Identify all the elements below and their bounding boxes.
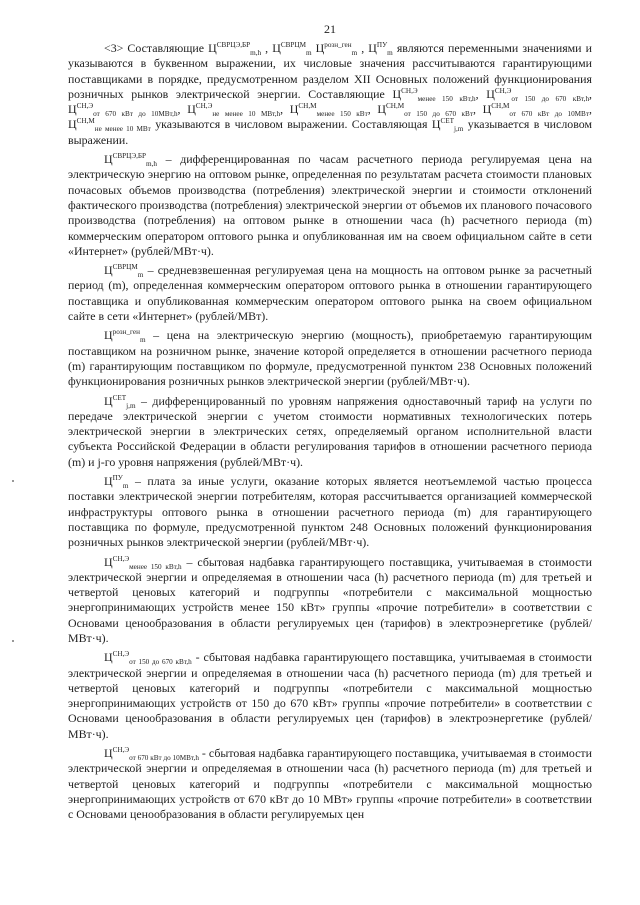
formula-symbol: [377, 102, 473, 119]
symbol-superscript: СН,М: [491, 102, 510, 111]
formula-symbol: [486, 87, 589, 101]
formula-symbol: [289, 102, 368, 119]
definition-text: – сбытовая надбавка гарантирующего поставщика, учитываемая в стоимости электрической энергии и определяемая в отношении часа (h) расчетного периода (m) для третьей и четвертой ценовых категорий и подгруппы «потребители с максимальной мощностью энергопринимающих устройств менее 150 кВт» группы «прочие потребители» в соответствии с Основами ценообразования в области регулируемых цен (тарифов) в электроэнергетике (рублей/МВт·ч).: [68, 554, 592, 645]
separator: ,: [589, 86, 593, 101]
formula-symbol: [104, 328, 146, 345]
definition-text: – плата за иные услуги, оказание которых является неотъемлемой частью процесса поставки электрической энергии потребителям, которая рассчитывается организацией коммерческой инфраструктуры оптового рынка в отношении расчетного периода (m) для гарантирующего поставщика по формуле, предусмотренной пунктом 248 Основных положений функционирования розничных рынков электрической энергии (рублей/МВт·ч).: [68, 474, 592, 550]
symbol-superscript: СН,Э: [401, 86, 418, 95]
symbol-subscript: m,h: [146, 160, 158, 169]
formula-group-c: [431, 117, 464, 134]
document-page: [68, 22, 592, 823]
symbol-superscript: ПУ: [376, 41, 388, 49]
definition-text: - сбытовая надбавка гарантирующего поставщика, учитываемая в стоимости электрической энергии и определяемая в отношении часа (h) расчетного периода (m) для третьей и четвертой ценовых категорий и подгруппы «потребители с максимальной мощностью энергопринимающих устройств от 670 кВт до 10 МВт» группы «прочие потребители» в соответствии с Основами ценообразования в области регулируемых цен: [68, 746, 592, 822]
formula-symbol: [104, 555, 182, 569]
symbol-superscript: ПУ: [112, 474, 123, 483]
symbol-subscript: от 670 кВт до 10МВт,h: [93, 110, 178, 119]
symbol-superscript: СН,Э: [112, 746, 130, 755]
symbol-subscript: менее 150 кВт,h: [129, 562, 182, 571]
definition-text: – дифференцированная по часам расчетного периода регулируемая цена на электрическую энергию на оптовом рынке, определенная по результатам расчета стоимости плановых почасовых объемов производства (потребления) электрической энергии и стоимости отклонений фактического производства (потребления) электрической энергии от объемов их планового почасового производства (потребления) на оптовом рынке в отношении часа (h) расчетного периода (m) коммерческим оператором оптового рынка и опубликованная им на своем официальном сайте в сети «Интернет» (рублей/МВт·ч).: [68, 152, 592, 258]
definition-paragraph: [68, 555, 592, 647]
symbol-superscript: розн_ген: [112, 328, 140, 337]
scan-mark: [12, 480, 14, 482]
formula-symbol: [272, 41, 311, 55]
symbol-letter: Ц: [68, 117, 77, 132]
symbol-subscript: m: [122, 482, 129, 491]
symbol-subscript: m: [137, 271, 144, 280]
symbol-superscript: СН,Э: [494, 86, 512, 95]
scan-mark: [12, 640, 14, 642]
formula-symbol: [431, 117, 464, 134]
symbol-letter: Ц: [486, 86, 495, 101]
formula-symbol: [368, 41, 392, 55]
separator: ,: [367, 102, 378, 117]
symbol-subscript: m: [387, 49, 393, 57]
symbol-subscript: от 150 до 670 кВт,h: [511, 94, 590, 103]
definition-paragraph: [68, 152, 592, 259]
separator: ,: [280, 102, 290, 117]
definition-paragraph: [68, 394, 592, 470]
symbol-superscript: СВРЦЭ,БР: [216, 41, 251, 49]
symbol-subscript: m: [351, 49, 358, 57]
symbol-letter: Ц: [289, 102, 299, 117]
formula-symbol: [104, 394, 136, 408]
symbol-letter: Ц: [272, 41, 281, 55]
symbol-letter: Ц: [187, 102, 196, 117]
symbol-subscript: от 150 до 670 кВт: [404, 110, 473, 119]
formula-symbol: [68, 117, 151, 134]
definition-text: – дифференцированный по уровням напряжения одноставочный тариф на услуги по передаче электрической энергии с учетом стоимости нормативных технологических потерь электрической энергии в электрических сетях, определяемый органом исполнительной власти субъекта Российской Федерации в области регулирования тарифов в отношении расчетного периода (m) и j-го уровня напряжения (рублей/МВт·ч).: [68, 393, 592, 469]
symbol-letter: Ц: [104, 328, 113, 343]
formula-symbol: [104, 263, 144, 280]
symbol-subscript: не менее 10 МВт,h: [212, 110, 281, 119]
formula-symbol: [104, 474, 129, 491]
symbol-subscript: менее 150 кВт: [316, 110, 368, 119]
symbol-subscript: от 670 кВт до 10МВт,h: [129, 754, 199, 763]
formula-symbol: [208, 41, 261, 55]
intro-text-3: указываются в числовом выражении. Составляющая: [155, 117, 432, 132]
symbol-letter: Ц: [315, 41, 325, 55]
intro-paragraph: [68, 41, 592, 148]
symbol-subscript: m: [305, 49, 312, 57]
symbol-superscript: СН,Э: [76, 102, 94, 111]
symbol-subscript: m: [139, 336, 146, 345]
separator: ,: [177, 102, 188, 117]
symbol-superscript: СВРЦЭ,БР: [112, 152, 147, 161]
definition-paragraph: [68, 650, 592, 742]
symbol-superscript: СН,Э: [112, 554, 130, 563]
symbol-letter: Ц: [431, 117, 441, 132]
formula-symbol: [104, 746, 199, 763]
separator: ,: [261, 41, 273, 55]
page-number: 21: [324, 22, 336, 36]
symbol-subscript: от 670 кВт до 10МВт: [509, 110, 589, 119]
formula-symbol: [482, 102, 589, 119]
definition-paragraph: [68, 474, 592, 550]
symbol-letter: Ц: [104, 554, 113, 569]
formula-symbol: [392, 87, 475, 101]
symbol-letter: Ц: [392, 86, 402, 101]
formula-group-a: [208, 41, 393, 55]
symbol-subscript: менее 150 кВт,h: [417, 94, 476, 103]
separator: ,: [473, 102, 483, 117]
symbol-letter: Ц: [104, 746, 113, 761]
symbol-letter: Ц: [104, 152, 113, 167]
symbol-letter: Ц: [104, 393, 113, 408]
symbol-letter: Ц: [368, 41, 377, 55]
definition-text: – цена на электрическую энергию (мощность), приобретаемую гарантирующим поставщиком на розничном рынке, значение которой определяется в отношении расчетного периода (m) гарантирующим поставщиком по формуле, предусмотренной пунктом 238 Основных положений функционирования розничных рынков электрической энергии (рублей/МВт·ч).: [68, 328, 592, 389]
symbol-letter: Ц: [104, 474, 113, 489]
symbol-superscript: СН,М: [385, 102, 405, 111]
symbol-superscript: СЕТ: [440, 117, 455, 126]
formula-symbol: [104, 152, 158, 169]
symbol-subscript: j,m: [454, 125, 464, 134]
symbol-letter: Ц: [104, 650, 113, 665]
definition-paragraph: [68, 746, 592, 822]
symbol-superscript: СН,Э: [112, 650, 130, 659]
symbol-letter: Ц: [104, 263, 113, 278]
definition-paragraph: [68, 263, 592, 324]
symbol-letter: Ц: [377, 102, 386, 117]
symbol-subscript: от 150 до 670 кВт,h: [129, 658, 192, 667]
symbol-superscript: СВРЦМ: [112, 263, 138, 272]
intro-text-4: указывается в числовом выражении.: [68, 117, 592, 147]
formula-symbol: [104, 650, 192, 667]
symbol-letter: Ц: [68, 102, 77, 117]
definitions-list: [68, 152, 592, 822]
symbol-letter: Ц: [208, 41, 217, 55]
symbol-superscript: СН,М: [76, 117, 95, 126]
symbol-subscript: m,h: [250, 49, 262, 57]
symbol-superscript: СВРЦМ: [280, 41, 306, 49]
symbol-subscript: j,m: [126, 401, 136, 410]
definition-paragraph: [68, 328, 592, 389]
formula-symbol: [316, 41, 358, 55]
symbol-superscript: розн_ген: [324, 41, 352, 49]
separator: ,: [589, 102, 592, 117]
intro-text-2: являются переменными значениями и указываются в буквенном выражении, их числовые значения рассчитываются гарантирующими поставщиками в порядке, предусмотренном разделом XII Основных положений функционирования розничных рынков электрической энергии. Составляющие: [68, 41, 592, 101]
definition-text: - сбытовая надбавка гарантирующего поставщика, учитываемая в стоимости электрической энергии и определяемая в отношении часа (h) расчетного периода (m) для третьей и четвертой ценовых категорий и подгруппы «потребители с максимальной мощностью энергопринимающих устройств от 150 до 670 кВт» группы «прочие потребители» в соответствии с Основами ценообразования в области регулируемых цен (тарифов) в электроэнергетике (рублей/МВт·ч).: [68, 650, 593, 741]
symbol-superscript: СН,М: [298, 102, 317, 111]
definition-text: – средневзвешенная регулируемая цена на мощность на оптовом рынке за расчетный период (m), определенная коммерческим оператором оптового рынка в отношении гарантирующего поставщика и опубликованная коммерческим оператором оптового рынка на своем официальном сайте в сети «Интернет» (рублей/МВт).: [68, 263, 592, 324]
formula-symbol: [187, 102, 281, 119]
symbol-superscript: СН,Э: [195, 102, 213, 111]
symbol-subscript: не менее 10 МВт: [94, 125, 151, 134]
symbol-letter: Ц: [482, 102, 492, 117]
intro-text-1: <3> Составляющие: [104, 41, 209, 55]
symbol-superscript: СЕТ: [112, 393, 127, 402]
formula-symbol: [68, 102, 178, 119]
separator: ,: [357, 41, 369, 55]
separator: ,: [475, 86, 487, 101]
